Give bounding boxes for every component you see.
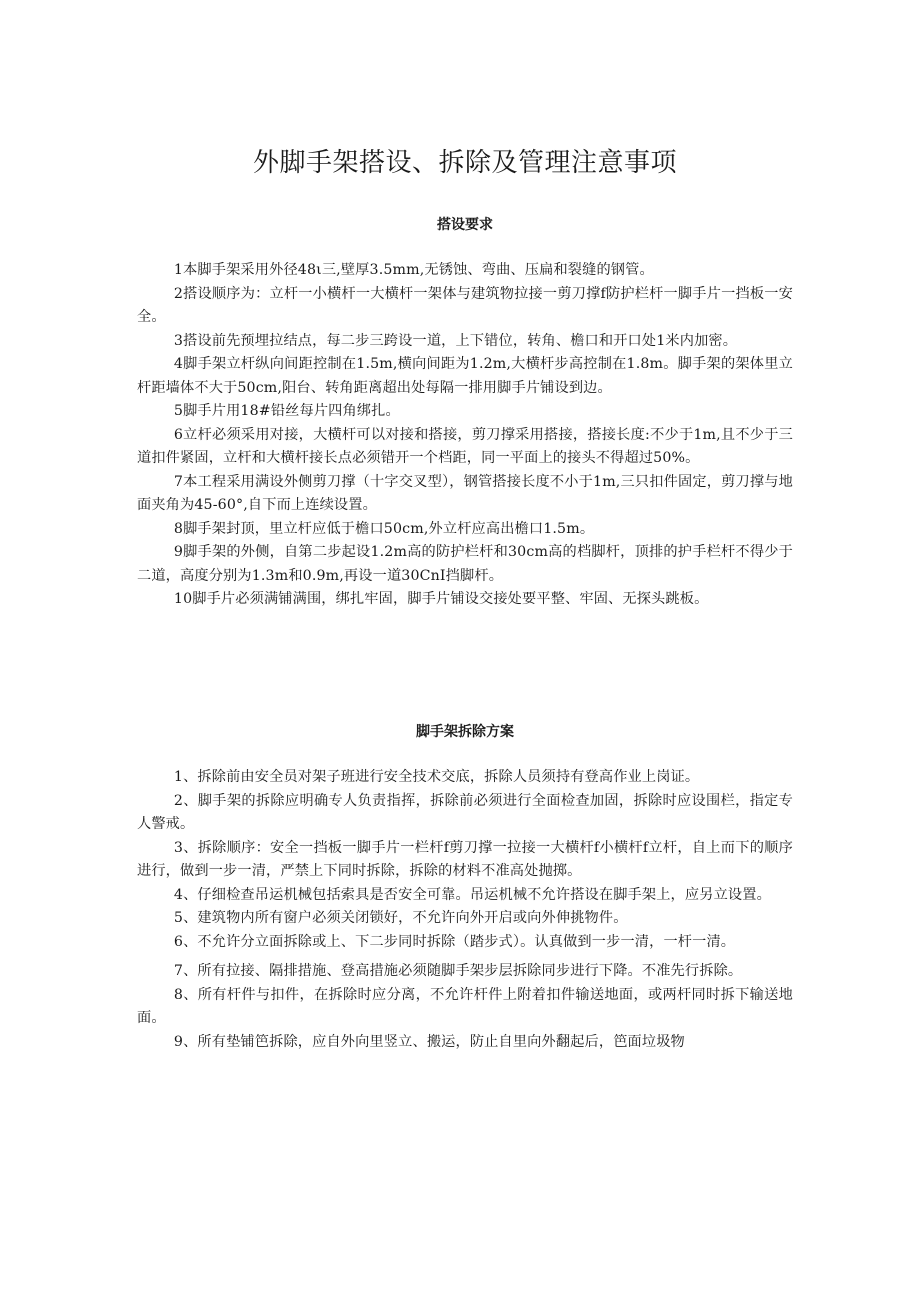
paragraph: 8脚手架封顶，里立杆应低于檐口50cm,外立杆应高出檐口1.5m。 [173, 520, 595, 537]
paragraph: 1、拆除前由安全员对架子班进行安全技术交底，拆除人员须持有登高作业上岗证。 [173, 769, 700, 785]
paragraph: 4、仔细检查吊运机械包括索具是否安全可靠。吊运机械不允许搭设在脚手架上，应另立设置。 [173, 886, 771, 903]
paragraph: 8、所有杆件与扣件，在拆除时应分离，不允许杆件上附着扣件输送地面，或两杆同时拆下输送地面。 [137, 986, 793, 1026]
paragraph: 3搭设前先预埋拉结点，每二步三跨设一道，上下错位，转角、檐口和开口处1米内加密。 [173, 332, 738, 349]
paragraph: 6立杆必须采用对接，大横杆可以对接和搭接，剪刀撑采用搭接，搭接长度:不少于1m,且不少于三道扣件紧固，立杆和大横杆接长点必须错开一个档距，同一平面上的接头不得超过50%。 [137, 426, 793, 466]
paragraph: 5、建筑物内所有窗户必须关闭锁好，不允许向外开启或向外伸挑物件。 [173, 910, 628, 926]
paragraph: 6、不允许分立面拆除或上、下二步同时拆除（踏步式）。认真做到一步一清，一杆一清。 [173, 933, 736, 950]
paragraph: 1本脚手架采用外径48ι三,壁厚3.5mm,无锈蚀、弯曲、压扁和裂缝的钢管。 [173, 262, 654, 278]
setup-requirements-list [137, 259, 793, 612]
paragraph: 4脚手架立杆纵向间距控制在1.5m,横向间距为1.2m,大横杆步高控制在1.8m。脚手架的架体里立杆距墙体不大于50cm,阳台、转角距离超出处每隔一排用脚手片铺设到边。 [137, 356, 793, 396]
paragraph: 2搭设顺序为：立杆一小横杆一大横杆一架体与建筑物拉接一剪刀撑f防护栏杆一脚手片一挡板一安全。 [137, 285, 793, 325]
dismantle-plan-list [137, 766, 793, 1054]
paragraph: 9、所有垫铺笆拆除，应自外向里竖立、搬运，防止自里向外翻起后，笆面垃圾物 [173, 1033, 685, 1050]
paragraph: 9脚手架的外侧，自第二步起设1.2m高的防护栏杆和30cm高的档脚杆，顶排的护手栏杆不得少于二道，高度分别为1.3m和0.9m,再设一道30CnI挡脚杆。 [137, 544, 793, 584]
paragraph: 2、脚手架的拆除应明确专人负责指挥，拆除前必须进行全面检查加固，拆除时应设围栏，指定专人警戒。 [137, 792, 793, 832]
section-heading-setup: 搭设要求 [437, 217, 493, 233]
paragraph: 5脚手片用18#铅丝每片四角绑扎。 [173, 403, 400, 419]
paragraph: 7、所有拉接、隔排措施、登高措施必须随脚手架步层拆除同步进行下降。不准先行拆除。 [173, 963, 743, 979]
section-heading-dismantle: 脚手架拆除方案 [416, 724, 514, 740]
paragraph: 10脚手片必须满铺满围，绑扎牢固，脚手片铺设交接处要平整、牢固、无探头跳板。 [173, 591, 709, 607]
document-title: 外脚手架搭设、拆除及管理注意事项 [252, 148, 677, 178]
paragraph: 3、拆除顺序：安全一挡板一脚手片一栏杆f剪刀撑一拉接一大横杆f小横杆f立杆，自上而下的顺序进行，做到一步一清，严禁上下同时拆除，拆除的材料不准高处抛掷。 [137, 839, 793, 879]
paragraph: 7本工程采用满设外侧剪刀撑（十字交叉型），钢管搭接长度不小于1m,三只扣件固定，剪刀撑与地面夹角为45-60°,自下而上连续设置。 [137, 473, 793, 513]
